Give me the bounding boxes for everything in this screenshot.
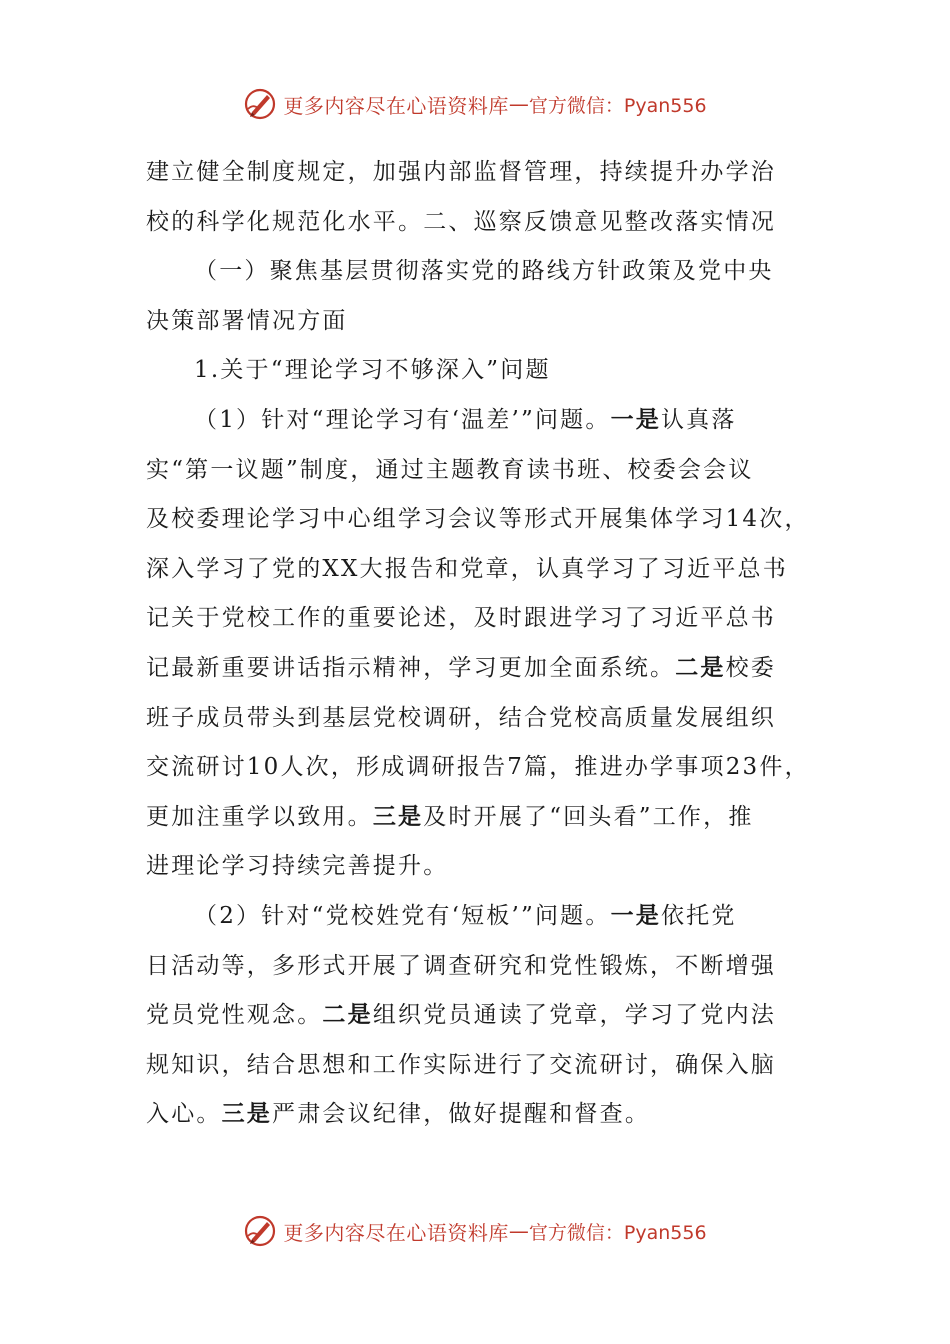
paragraph-line: 交流研讨10人次，形成调研报告7篇，推进办学事项23件，: [146, 754, 810, 781]
bold-marker: 三是: [221, 1100, 273, 1128]
line-text: 更加注重学以致用。: [146, 803, 373, 830]
paragraph-line: 日活动等，多形式开展了调查研究和党性锻炼，不断增强: [146, 952, 776, 979]
banner-wechat: 官方微信：Pyan556: [528, 94, 707, 117]
line-text: 及时开展了“回头看”工作，推: [423, 803, 754, 830]
line-text: （1）针对“理论学习有‘温差’”问题。: [194, 406, 611, 433]
banner-dash: —: [508, 92, 529, 116]
subsection-heading: 1.关于“理论学习不够深入”问题: [194, 357, 551, 384]
paragraph-line: 校的科学化规范化水平。二、巡察反馈意见整改落实情况: [146, 208, 776, 235]
banner-text: 更多内容尽在心语资料库: [283, 93, 509, 118]
paragraph-line: [146, 995, 806, 1045]
paragraph-line: 记关于党校工作的重要论述，及时跟进学习了习近平总书: [146, 605, 776, 632]
paragraph-line: 实“第一议题”制度，通过主题教育读书班、校委会会议: [146, 456, 754, 483]
line-text: 认真落: [660, 406, 737, 433]
paragraph-line: 班子成员带头到基层党校调研，结合党校高质量发展组织: [146, 704, 776, 731]
line-text: 严肃会议纪律，做好提醒和督查。: [272, 1101, 651, 1128]
header-banner: [0, 84, 950, 124]
paragraph-line: [146, 648, 806, 698]
bold-marker: 二是: [675, 653, 726, 681]
bold-marker: 一是: [610, 901, 661, 929]
pen-logo-icon: [243, 1214, 277, 1248]
banner-wechat: 官方微信：Pyan556: [528, 1221, 707, 1244]
paragraph-line: [146, 797, 806, 847]
section-heading: 决策部署情况方面: [146, 307, 348, 334]
paragraph-line: 建立健全制度规定，加强内部监督管理，持续提升办学治: [146, 159, 776, 185]
bold-marker: 二是: [322, 1001, 373, 1029]
line-text: 入心。: [146, 1101, 222, 1128]
footer-banner: [0, 1211, 950, 1251]
banner-text: 更多内容尽在心语资料库: [283, 1220, 509, 1245]
paragraph-line: 进理论学习持续完善提升。: [146, 853, 449, 880]
paragraph-line: 及校委理论学习中心组学习会议等形式开展集体学习14次，: [146, 506, 810, 533]
paragraph-line: 规知识，结合思想和工作实际进行了交流研讨，确保入脑: [146, 1051, 776, 1078]
section-heading: （一）聚焦基层贯彻落实党的路线方针政策及党中央: [194, 258, 774, 285]
bold-marker: 三是: [372, 802, 424, 830]
line-text: 组织党员通读了党章，学习了党内法: [372, 1002, 777, 1029]
line-text: 依托党: [660, 902, 737, 929]
paragraph-line: 深入学习了党的XX大报告和党章，认真学习了习近平总书: [146, 555, 788, 582]
paragraph-line: [146, 400, 806, 450]
paragraph-line: [146, 1094, 806, 1144]
bold-marker: 一是: [610, 405, 661, 433]
line-text: 校委: [725, 654, 777, 681]
document-body: [146, 152, 810, 1144]
banner-dash: —: [508, 1219, 529, 1243]
paragraph-line: [146, 896, 806, 946]
line-text: 党员党性观念。: [146, 1002, 323, 1029]
line-text: 记最新重要讲话指示精神，学习更加全面系统。: [146, 654, 676, 681]
pen-logo-icon: [243, 87, 277, 121]
line-text: （2）针对“党校姓党有‘短板’”问题。: [194, 902, 611, 929]
